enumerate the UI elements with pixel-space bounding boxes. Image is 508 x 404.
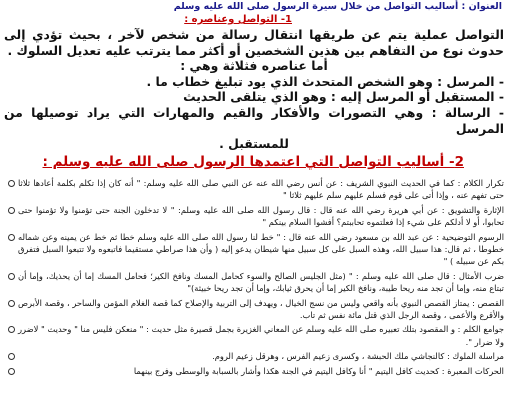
section1-heading: 1- التواصل وعناصره : (184, 14, 292, 25)
bullet-icon (8, 234, 15, 241)
bullet-icon (8, 368, 15, 375)
para1-line: - الرسالة : وهي التصورات والأفكار والقيم والمهارات التي يراد توصيلها من المرسل (4, 104, 504, 136)
bullet-icon (8, 300, 15, 307)
list-item: مراسلة الملوك : كالنجاشي ملك الحبشة ، وكسرى زعيم الفرس ، وهرقل زعيم الروم. (8, 350, 504, 362)
document-title: العنوان : أساليب التواصل من خلال سيرة الرسول صلى الله عليه وسلم (173, 1, 502, 12)
bullet-icon (8, 326, 15, 333)
bullet-icon (8, 273, 15, 280)
list-item: ضرب الأمثال : قال صلى الله عليه وسلم : " (مثل الجليس الصالح والسوء كحامل المسك ونافخ الكير؛ فحامل المسك إما أن يحذيك، وإما أن تبتاع منه، وإما أن تجد منه ريحا طيبة، ونافخ الكير إما أن يحرق ثيابك، وإما أن تجد ريحا خبيثة)" (8, 270, 504, 295)
section2-heading: 2- أساليب التواصل التي اعتمدها الرسول صلى الله عليه وسلم : (42, 154, 464, 170)
para1-line: - المرسل : وهو الشخص المتحدث الذي يود تبليغ خطاب ما . (146, 73, 504, 89)
list-item: الإثارة والتشويق : عن أبي هريرة رضي الله عنه قال : قال رسول الله صلى الله عليه وسلم: " لا تدخلون الجنة حتى تؤمنوا ولا تؤمنوا حتى تحابوا، أو لا أدلكم على شيء إذا فعلتموه تحاببتم؟ أفشوا السلام بينكم " (8, 204, 504, 229)
list-item: جوامع الكلم : و المقصود بتلك تعبيره صلى الله عليه وسلم عن المعاني الغزيرة بجمل قصيرة مثل حديث : " منعكن فليس منا " وحديث " لاضرر ولا ضرار ". (8, 323, 504, 348)
list-item: تكرار الكلام : كما في الحديث النبوي الشريف : عن أنس رضي الله عنه عن النبي صلى الله عليه وسلم: " أنه كان إذا تكلم بكلمة أعادها ثلاثا حتى تفهم عنه ، وإذا أتى على قوم فسلم عليهم سلم عليهم ثلاثا " (8, 177, 504, 202)
para1-line: التواصل عملية يتم عن طريقها انتقال رسالة من شخص لآخر ، بحيث تؤدي إلى حدوث (4, 27, 504, 58)
para1-line: نوع من التفاهم بين هذين الشخصين أو أكثر مما يترتب عليه تعديل السلوك . (7, 42, 464, 58)
para1-line: - المستقبل أو المرسل إليه : وهو الذي يتلقى الحديث (183, 89, 504, 105)
bullet-icon (8, 207, 15, 214)
para1-line: أما عناصره فثلاثة وهي : (180, 58, 328, 74)
list-item: الرسوم التوضيحية : عن عبد الله بن مسعود رضي الله عنه قال : " خط لنا رسول الله صلى الله عليه وسلم خطا ثم خط عن يمينه وعن شماله خطوطا ، ثم قال: هذا سبيل الله، وهذه السبل على كل سبيل منها شيطان يدعو إليه ( وأن هذا صراطي مستقيما فاتبعوه ولا تتبعوا السبل فتفرق بكم عن سبيله ) " (8, 231, 504, 268)
list-item: القصص : يمتاز القصص النبوي بأنه واقعي وليس من نسج الخيال ، ويهدف إلى التربية والإصلاح كما قصة الغلام المؤمن والساحر ، وقصة الأبرص والأقرع والأعمى ، وقصة الرجل الذي قتل مائة نفس ثم تاب. (8, 297, 504, 322)
list-item: الحركات المعبرة : كحديث كافل اليتيم " أنا وكافل اليتيم في الجنة هكذا وأشار بالسبابة والوسطى وفرج بينهما (8, 365, 504, 377)
para1-line: للمستقبل . (219, 136, 289, 152)
methods-list (8, 177, 504, 379)
section1-paragraph (4, 27, 504, 152)
bullet-icon (8, 353, 15, 360)
bullet-icon (8, 180, 15, 187)
